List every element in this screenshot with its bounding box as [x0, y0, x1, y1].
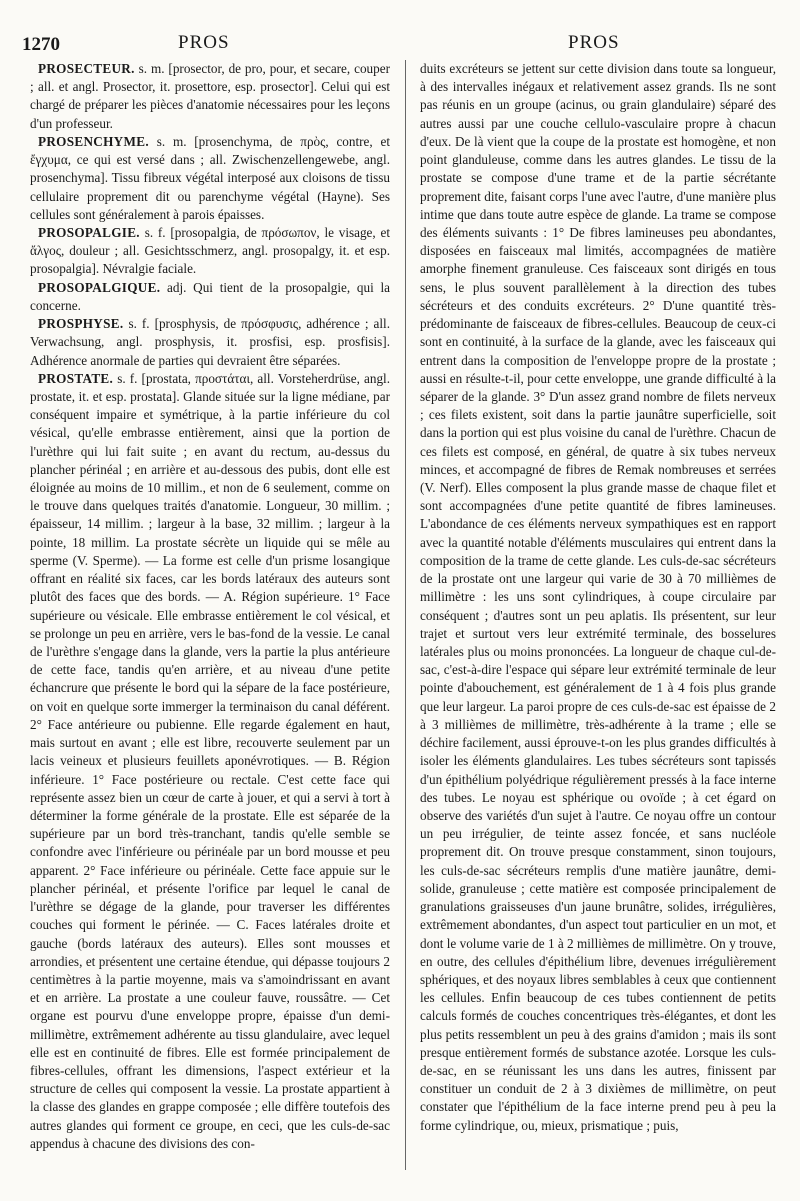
headword: PROSTATE.	[38, 370, 114, 386]
headword: PROSPHYSE.	[38, 316, 124, 332]
running-head-left: PROS	[178, 32, 230, 53]
headword: PROSOPALGIE.	[38, 224, 140, 240]
headword: PROSENCHYME.	[38, 133, 149, 149]
entry-text: s. m. [prosenchyma, de πρὸς, contre, et ἔγχυμα, ce qui est versé dans ; all. Zwischenzellengewebe, angl. prosenchyma]. Tissu fibreux végétal interposé aux cloisons de tissu cellulaire proprement dit ou parenchyme végétal (Hayne). Ses cellules sont généralement à parois épaisses.	[30, 133, 390, 222]
entry-prosenchyme	[30, 133, 390, 224]
right-column	[420, 60, 776, 1170]
entry-prostate-continued: duits excréteurs se jettent sur cette division dans toute sa longueur, à des intervalles inégaux et relativement assez grands. Ils ne sont pas réunis en un groupe (acinus, ou grain glandulaire) séparé des autres aussi par une couche cellulo-vasculaire propre à chacun d'eux. De là vient que la coupe de la prostate est homogène, et non point glanduleuse, comme dans les autres glandes. Le tissu de la prostate se compose d'une trame et de la partie sécrétante proprement dite, faisant corps l'une avec l'autre, d'une manière plus intime que dans toute autre espèce de glande. La trame se compose des éléments suivants : 1° De fibres lamineuses peu abondantes, disposées en faisceaux mal limités, accompagnées de matière amorphe finement granuleuse. Ces faisceaux sont dirigés en tous sens, le plus souvent parallèlement à la direction des tubes sécréteurs et des conduits excréteurs. 2° D'une quantité très-prédominante de faisceaux de fibres-cellules. Beaucoup de ceux-ci sont en continuité, à la surface de la glande, avec les faisceaux qui entrent dans la composition de l'enveloppe propre de la prostate ; aussi en résulte-t-il, pour cette enveloppe, une grande difficulté à la séparer de la glande. 3° D'un assez grand nombre de filets nerveux ; ces filets existent, soit dans la partie jaunâtre superficielle, soit dans la portion qui est plus voisine du canal de l'urèthre. Chacun de ces filets est composé, en général, de quatre à six tubes nerveux minces, et accompagné de fibres de Remak nombreuses et serrées (V. Nerf). Elles composent la plus grande masse de chaque filet et sont accompagnées d'une petite quantité de fibres lamineuses. L'abondance de ces éléments nerveux sympathiques est en rapport avec la quantité notable d'éléments musculaires qui entrent dans la composition de la trame de cette glande. Les culs-de-sac sécréteurs de la prostate ont une largeur qui varie de 30 à 70 millièmes de millimètre : les uns sont cylindriques, à coupe circulaire par conséquent ; d'autres sont un peu aplatis. Ils présentent, sur leur trajet et surtout vers leur extrémité terminale, des bosselures latérales plus ou moins prononcées. La longueur de chaque cul-de-sac, c'est-à-dire l'espace qui sépare leur extrémité terminale de leur pointe d'abouchement, est généralement de 1 à 4 fois plus grande que leur largeur. La paroi propre de ces culs-de-sac est épaisse de 2 à 3 millièmes de millimètre, très-adhérente à la trame ; elle se déchire facilement, aussi éprouve-t-on les plus grandes difficultés à isoler les éléments glandulaires. Les tubes sécréteurs sont tapissés d'un épithélium polyédrique régulièrement pressés à la face interne des tubes. Le noyau est sphérique ou ovoïde ; à cet égard on observe des variétés d'un sujet à l'autre. Ce noyau offre un contour un peu irrégulier, de teinte assez foncée, et sans nucléole proprement dit. On trouve presque constamment, sinon toujours, les culs-de-sac sécréteurs remplis d'une matière jaunâtre, demi-solide, granuleuse ; cette matière est composée principalement de granulations graisseuses d'un jaune brunâtre, solides, irrégulières, extrêmement abondantes, d'un aspect tout particulier en un mot, et dont le volume varie de 1 à 2 millièmes de millimètre. On y trouve, en outre, des cellules d'épithélium libre, devenues irrégulièrement sphériques, et des noyaux libres semblables à ceux que contiennent les cellules. Enfin beaucoup de ces tubes contiennent de petits calculs formés de couches concentriques très-élégantes, et dont les plus petits ressemblent un peu à des grains d'amidon ; mais ils sont presque entièrement formés de substance azotée. Lorsque les culs-de-sac, en se réunissant les uns dans les autres, finissent par constituer un conduit de 2 à 3 dixièmes de millimètre, on peut constater que l'épithélium de la face interne prend peu à peu la forme cylindrique, ou, mieux, prismatique ; puis,	[420, 61, 776, 1133]
entry-prostate	[30, 370, 390, 1153]
left-column	[30, 60, 390, 1170]
entry-prosphyse	[30, 315, 390, 370]
entry-prosecteur	[30, 60, 390, 133]
entry-prosopalgie	[30, 224, 390, 279]
entry-text: adj. Qui tient de la prosopalgie, qui la concerne.	[30, 279, 390, 313]
entry-text: s. f. [prosopalgia, de πρόσωπον, le visage, et ἄλγος, douleur ; all. Gesichtsschmerz, angl. prosopalgy, it. et esp. prosopalgia]. Névralgie faciale.	[30, 224, 390, 277]
page-header	[0, 28, 800, 58]
page-number: 1270	[22, 34, 60, 55]
entry-text: s. f. [prosphysis, de πρόσφυσις, adhérence ; all. Verwachsung, angl. prosphysis, it. prosfisi, esp. prosfisis]. Adhérence anormale de parties qui devraient être séparées.	[30, 316, 390, 368]
headword: PROSECTEUR.	[38, 61, 135, 76]
entry-text: s. m. [prosector, de pro, pour, et secare, couper ; all. et angl. Prosector, it. prosettore, esp. prosector]. Celui qui est chargé de préparer les pièces d'anatomie nécessaires pour les leçons d'un professeur.	[30, 61, 390, 131]
column-divider	[405, 60, 406, 1170]
running-head-right: PROS	[568, 32, 620, 53]
headword: PROSOPALGIQUE.	[38, 279, 161, 295]
entry-text: s. f. [prostata, προστάται, all. Vorsteherdrüse, angl. prostate, it. et esp. prostata]. Glande située sur la ligne médiane, par conséquent impaire et symétrique, à la partie inférieure du col vésical, qu'elle embrasse entièrement, ainsi que la portion de l'urèthre qui lui fait suite ; en avant du rectum, au-dessus du plancher périnéal ; en arrière et au-dessous des pubis, dont elle est éloignée au moins de 10 millim., et non de 6 seulement, comme on le trouve dans quelques traités d'anatomie. Longueur, 30 millim. ; épaisseur, 14 millim. ; largeur à la base, 32 millim. ; largeur à la pointe, 18 millim. La prostate sécrète un liquide qui se mêle au sperme (V. Sperme). — La forme est celle d'un prisme losangique offrant en réalité six faces, car les bords latéraux des auteurs sont plutôt des faces que des bords. — A. Région supérieure. 1° Face supérieure ou vésicale. Elle embrasse entièrement le col vésical, et se prolonge un peu en arrière, vers le bas-fond de la vessie. Le canal de l'urèthre s'engage dans la glande, vers la partie la plus antérieure de cette face, tandis qu'en arrière, et au niveau d'une petite échancrure que présente le bord qui la sépare de la face postérieure, on voit en quelque sorte immerger la terminaison du canal déférent. 2° Face antérieure ou pubienne. Elle regarde également en haut, mais surtout en avant ; elle est libre, recouverte seulement par un lacis veineux et plusieurs feuillets aponévrotiques. — B. Région inférieure. 1° Face postérieure ou rectale. C'est cette face qui représente assez bien un cœur de carte à jouer, et qui a servi à tort à déterminer la forme générale de la prostate. Elle est séparée de la supérieure par un bord très-tranchant, tandis qu'elle semble se confondre avec l'inférieure ou périnéale par un bord mousse et peu apparent. 2° Face inférieure ou périnéale. Cette face appuie sur le plancher périnéal, et présente l'orifice par lequel le canal de l'urèthre se dégage de la glande, pour traverser les différentes couches qui forment le périnée. — C. Faces latérales droite et gauche (bords latéraux des auteurs). Elles sont mousses et arrondies, et présentent une certaine étendue, qui dépasse toujours 2 centimètres à la partie moyenne, mais va s'amoindrissant en avant et en arrière. La prostate a une couleur fauve, roussâtre. — Cet organe est pourvu d'une enveloppe propre, épaisse d'un demi-millimètre, extrêmement adhérente au tissu glandulaire, avec lequel elle est en continuité de fibres. Elle est formée principalement de fibres-cellules, offrant les dimensions, l'aspect extérieur et la structure de celles qui composent la vessie. La prostate appartient à la classe des glandes en grappe composée ; elle diffère toutefois des autres glandes qui forment ce groupe, en ceci, que les culs-de-sac appendus à chacune des divisions des con-	[30, 370, 390, 1151]
entry-prosopalgique	[30, 279, 390, 315]
